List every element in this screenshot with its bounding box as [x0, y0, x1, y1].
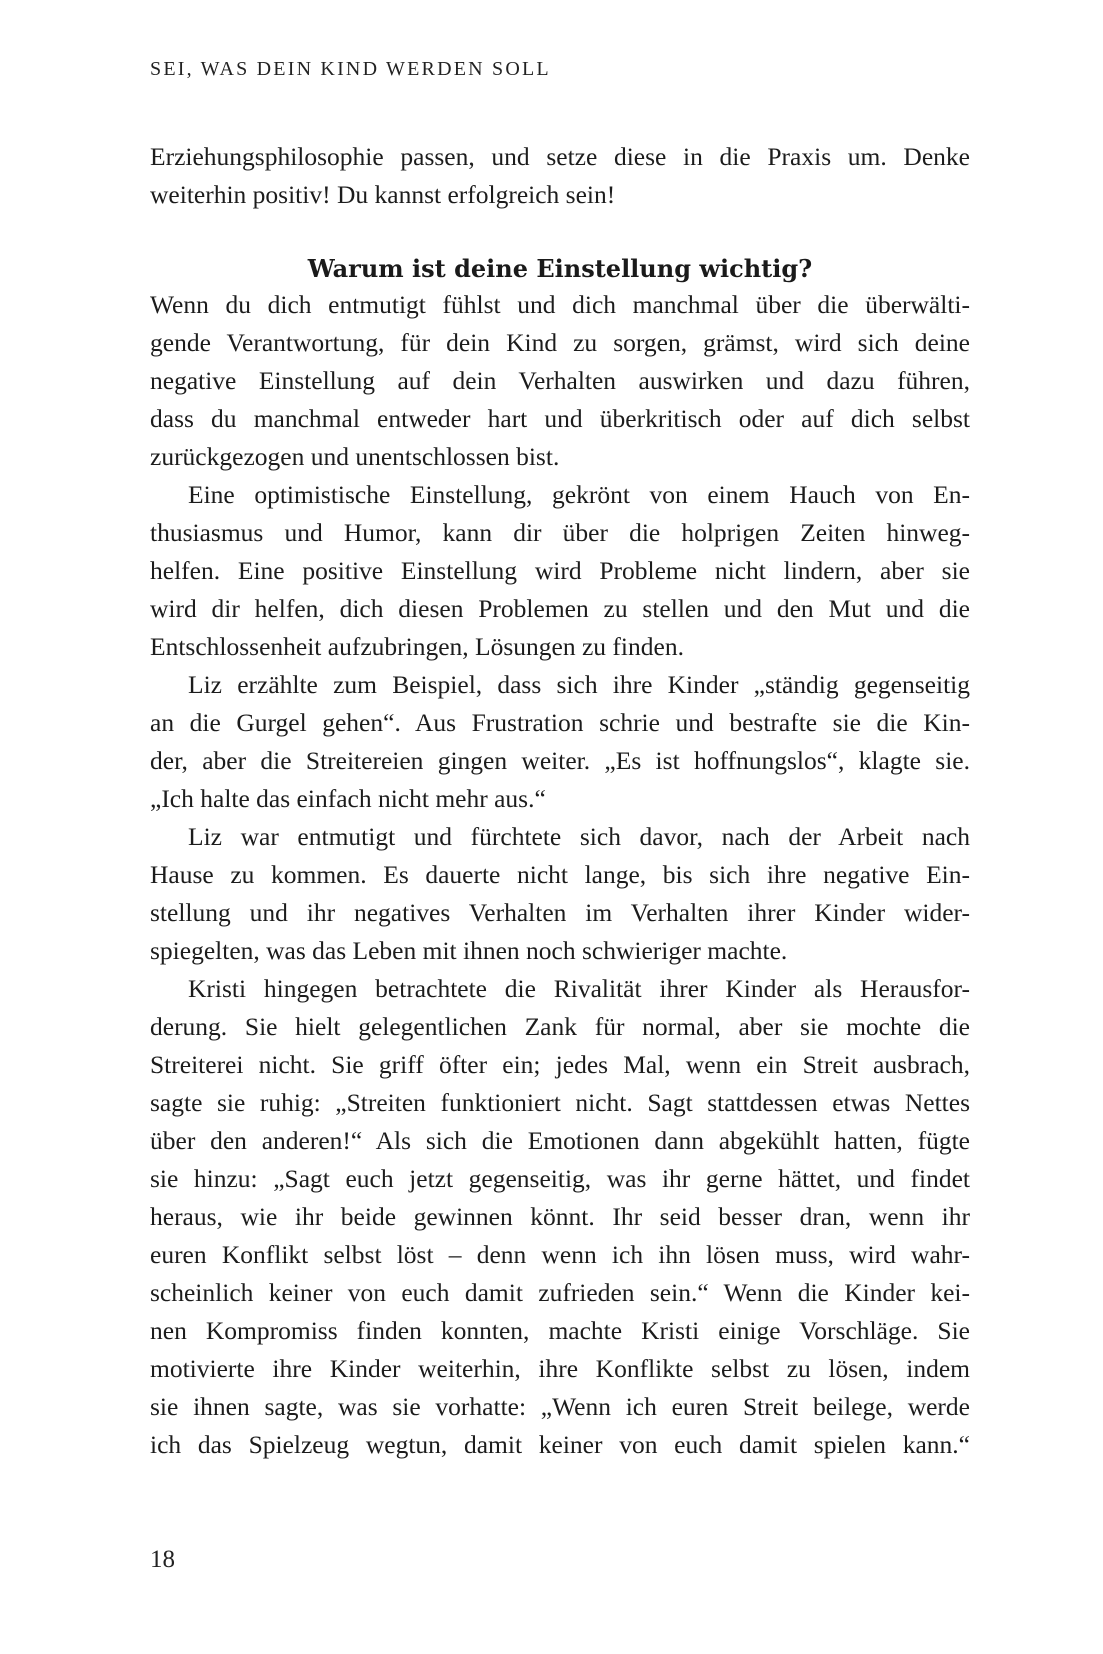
- text-line: thusiasmus und Humor, kann dir über die holprigen Zeiten hinweg-: [150, 518, 970, 547]
- text-line: derung. Sie hielt gelegentlichen Zank für normal, aber sie mochte die: [150, 1012, 970, 1041]
- text-line: wird dir helfen, dich diesen Problemen zu stellen und den Mut und die: [150, 594, 970, 623]
- text-line: negative Einstellung auf dein Verhalten auswirken und dazu führen,: [150, 366, 970, 395]
- paragraph: [150, 476, 970, 666]
- text-line: an die Gurgel gehen“. Aus Frustration schrie und bestrafte sie die Kin-: [150, 708, 970, 737]
- text-line: sagte sie ruhig: „Streiten funktioniert nicht. Sagt stattdessen etwas Nettes: [150, 1088, 970, 1117]
- text-line: sie ihnen sagte, was sie vorhatte: „Wenn ich euren Streit beilege, werde: [150, 1392, 970, 1421]
- text-line: sie hinzu: „Sagt euch jetzt gegenseitig, was ihr gerne hättet, und findet: [150, 1164, 970, 1193]
- text-line: nen Kompromiss finden konnten, machte Kristi einige Vorschläge. Sie: [150, 1316, 970, 1345]
- paragraph: [150, 666, 970, 818]
- section-heading: Warum ist deine Einstellung wichtig?: [307, 254, 813, 283]
- text-line: Eine optimistische Einstellung, gekrönt von einem Hauch von En-: [188, 480, 970, 509]
- text-line: Streiterei nicht. Sie griff öfter ein; jedes Mal, wenn ein Streit ausbrach,: [150, 1050, 970, 1079]
- body-paragraphs: [150, 286, 970, 1464]
- running-header: SEI, WAS DEIN KIND WERDEN SOLL: [150, 58, 551, 80]
- text-line: Liz war entmutigt und fürchtete sich davor, nach der Arbeit nach: [188, 822, 970, 851]
- paragraph: [150, 818, 970, 970]
- intro-paragraph: [150, 138, 970, 214]
- text-line: zurückgezogen und unentschlossen bist.: [150, 442, 560, 471]
- text-line: Hause zu kommen. Es dauerte nicht lange, bis sich ihre negative Ein-: [150, 860, 970, 889]
- page-number: 18: [150, 1546, 175, 1573]
- paragraph: [150, 286, 970, 476]
- text-line: heraus, wie ihr beide gewinnen könnt. Ihr seid besser dran, wenn ihr: [150, 1202, 970, 1231]
- text-line: der, aber die Streitereien gingen weiter. „Es ist hoffnungslos“, klagte sie.: [150, 746, 970, 775]
- text-line: stellung und ihr negatives Verhalten im Verhalten ihrer Kinder wider-: [150, 898, 970, 927]
- text-line: Liz erzählte zum Beispiel, dass sich ihre Kinder „ständig gegenseitig: [188, 670, 970, 699]
- text-line: ich das Spielzeug wegtun, damit keiner von euch damit spielen kann.“: [150, 1430, 970, 1459]
- text-line: euren Konflikt selbst löst – denn wenn ich ihn lösen muss, wird wahr-: [150, 1240, 970, 1269]
- text-line: Kristi hingegen betrachtete die Rivalität ihrer Kinder als Herausfor-: [188, 974, 970, 1003]
- text-line: Wenn du dich entmutigt fühlst und dich manchmal über die überwälti-: [150, 290, 970, 319]
- text-line: „Ich halte das einfach nicht mehr aus.“: [150, 784, 546, 813]
- text-line: spiegelten, was das Leben mit ihnen noch schwieriger machte.: [150, 936, 788, 965]
- paragraph: [150, 970, 970, 1464]
- text-line: über den anderen!“ Als sich die Emotionen dann abgekühlt hatten, fügte: [150, 1126, 970, 1155]
- text-line: helfen. Eine positive Einstellung wird Probleme nicht lindern, aber sie: [150, 556, 970, 585]
- text-line: gende Verantwortung, für dein Kind zu sorgen, grämst, wird sich deine: [150, 328, 970, 357]
- text-line: scheinlich keiner von euch damit zufrieden sein.“ Wenn die Kinder kei-: [150, 1278, 970, 1307]
- text-line: motivierte ihre Kinder weiterhin, ihre Konflikte selbst zu lösen, indem: [150, 1354, 970, 1383]
- text-line: Erziehungsphilosophie passen, und setze diese in die Praxis um. Denke: [150, 142, 970, 171]
- text-line: dass du manchmal entweder hart und überkritisch oder auf dich selbst: [150, 404, 970, 433]
- text-line: weiterhin positiv! Du kannst erfolgreich sein!: [150, 180, 616, 209]
- text-line: Entschlossenheit aufzubringen, Lösungen zu finden.: [150, 632, 684, 661]
